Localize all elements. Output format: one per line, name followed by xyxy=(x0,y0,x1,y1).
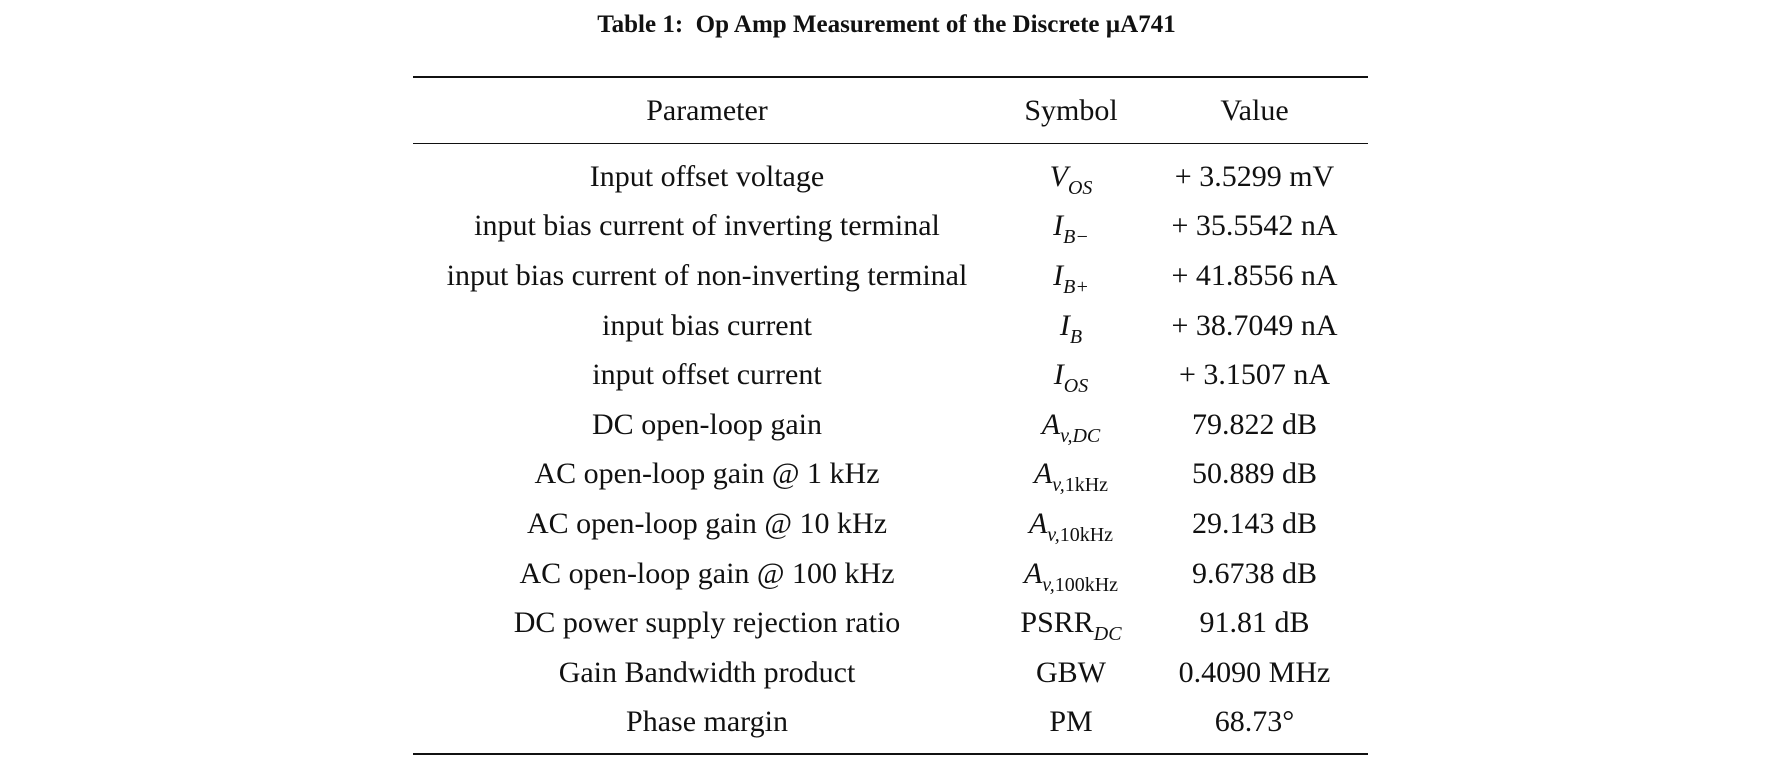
symbol-subscript xyxy=(1060,425,1100,447)
symbol-subscript-italic: DC xyxy=(1093,623,1122,646)
symbol-subscript-italic: B+ xyxy=(1063,275,1089,298)
table-row xyxy=(413,144,1368,202)
symbol-main: I xyxy=(1053,209,1064,243)
symbol-main: PM xyxy=(1049,705,1093,739)
cell-parameter: Input offset voltage xyxy=(589,159,825,193)
symbol-subscript-italic: v, xyxy=(1052,474,1065,497)
cell-value: 91.81 dB xyxy=(1199,606,1310,640)
symbol-main: A xyxy=(1028,506,1048,540)
symbol-subscript-italic: B− xyxy=(1063,226,1089,249)
symbol-main: PSRR xyxy=(1020,606,1094,640)
symbol-main: V xyxy=(1049,159,1068,193)
cell-parameter: AC open-loop gain @ 1 kHz xyxy=(534,457,880,491)
table-row xyxy=(413,549,1368,599)
cell-parameter: input bias current of inverting terminal xyxy=(474,209,940,243)
symbol-subscript xyxy=(1063,226,1089,248)
table-row xyxy=(413,202,1368,252)
table-row xyxy=(413,251,1368,301)
cell-symbol xyxy=(1001,202,1141,252)
cell-symbol xyxy=(1001,301,1141,351)
symbol-subscript-italic: v, xyxy=(1047,523,1060,546)
cell-value: + 41.8556 nA xyxy=(1171,258,1338,292)
measurement-table-container xyxy=(413,76,1368,755)
cell-symbol xyxy=(1001,698,1141,755)
cell-value: 79.822 dB xyxy=(1191,407,1317,441)
cell-value: 50.889 dB xyxy=(1191,457,1317,491)
symbol-subscript-italic: OS xyxy=(1063,375,1089,398)
cell-parameter: Gain Bandwidth product xyxy=(558,655,856,689)
cell-value: + 38.7049 nA xyxy=(1171,308,1338,342)
header-value: Value xyxy=(1220,93,1289,127)
cell-value: 9.6738 dB xyxy=(1191,556,1317,590)
cell-symbol xyxy=(1001,144,1141,202)
table-caption: Table 1: Op Amp Measurement of the Discrete µA741 xyxy=(597,11,1176,38)
cell-symbol xyxy=(1001,350,1141,400)
cell-parameter: input bias current of non-inverting terminal xyxy=(446,258,968,292)
cell-symbol xyxy=(1001,648,1141,698)
cell-parameter: DC open-loop gain xyxy=(592,407,822,441)
symbol-subscript-roman: 10kHz xyxy=(1059,523,1114,546)
symbol-subscript xyxy=(1047,524,1113,546)
symbol-main: I xyxy=(1059,308,1070,342)
cell-symbol xyxy=(1001,598,1141,648)
header-row xyxy=(413,77,1368,144)
symbol-main: A xyxy=(1041,407,1061,441)
symbol-subscript xyxy=(1042,574,1118,596)
cell-value: 68.73° xyxy=(1214,705,1295,739)
cell-parameter: input offset current xyxy=(592,358,822,392)
symbol-main: A xyxy=(1033,457,1053,491)
table-row xyxy=(413,499,1368,549)
table-row xyxy=(413,301,1368,351)
table-row xyxy=(413,598,1368,648)
symbol-main: I xyxy=(1053,258,1064,292)
cell-value: + 3.5299 mV xyxy=(1174,159,1335,193)
cell-symbol xyxy=(1001,499,1141,549)
cell-value: + 35.5542 nA xyxy=(1171,209,1338,243)
measurement-table xyxy=(413,76,1368,755)
cell-value: 29.143 dB xyxy=(1191,506,1317,540)
symbol-subscript-italic: v, xyxy=(1042,573,1055,596)
cell-parameter: DC power supply rejection ratio xyxy=(513,606,901,640)
symbol-subscript-italic: OS xyxy=(1067,176,1093,199)
table-row xyxy=(413,698,1368,755)
cell-value: + 3.1507 nA xyxy=(1178,358,1331,392)
table-body xyxy=(413,144,1368,755)
symbol-subscript xyxy=(1068,177,1092,199)
cell-parameter: AC open-loop gain @ 10 kHz xyxy=(526,506,888,540)
cell-value: 0.4090 MHz xyxy=(1178,655,1331,689)
symbol-subscript xyxy=(1063,276,1089,298)
symbol-subscript-italic: B xyxy=(1069,325,1083,348)
table-row xyxy=(413,400,1368,450)
symbol-main: A xyxy=(1023,556,1043,590)
table-row xyxy=(413,350,1368,400)
symbol-subscript-roman: 1kHz xyxy=(1064,474,1109,497)
header-symbol: Symbol xyxy=(1024,93,1118,127)
cell-parameter: Phase margin xyxy=(626,705,788,739)
symbol-main: GBW xyxy=(1036,655,1106,689)
table-row xyxy=(413,648,1368,698)
cell-parameter: input bias current xyxy=(602,308,812,342)
cell-symbol xyxy=(1001,251,1141,301)
table-header xyxy=(413,77,1368,144)
table-row xyxy=(413,450,1368,500)
symbol-subscript-italic: v,DC xyxy=(1060,424,1101,447)
cell-symbol xyxy=(1001,400,1141,450)
symbol-subscript-roman: 100kHz xyxy=(1054,573,1119,596)
cell-symbol xyxy=(1001,450,1141,500)
symbol-subscript xyxy=(1052,474,1108,496)
symbol-subscript xyxy=(1070,326,1082,348)
symbol-main: I xyxy=(1053,358,1064,392)
header-parameter: Parameter xyxy=(646,93,768,127)
cell-parameter: AC open-loop gain @ 100 kHz xyxy=(519,556,895,590)
symbol-subscript xyxy=(1064,375,1088,397)
symbol-subscript xyxy=(1094,623,1122,645)
cell-symbol xyxy=(1001,549,1141,599)
